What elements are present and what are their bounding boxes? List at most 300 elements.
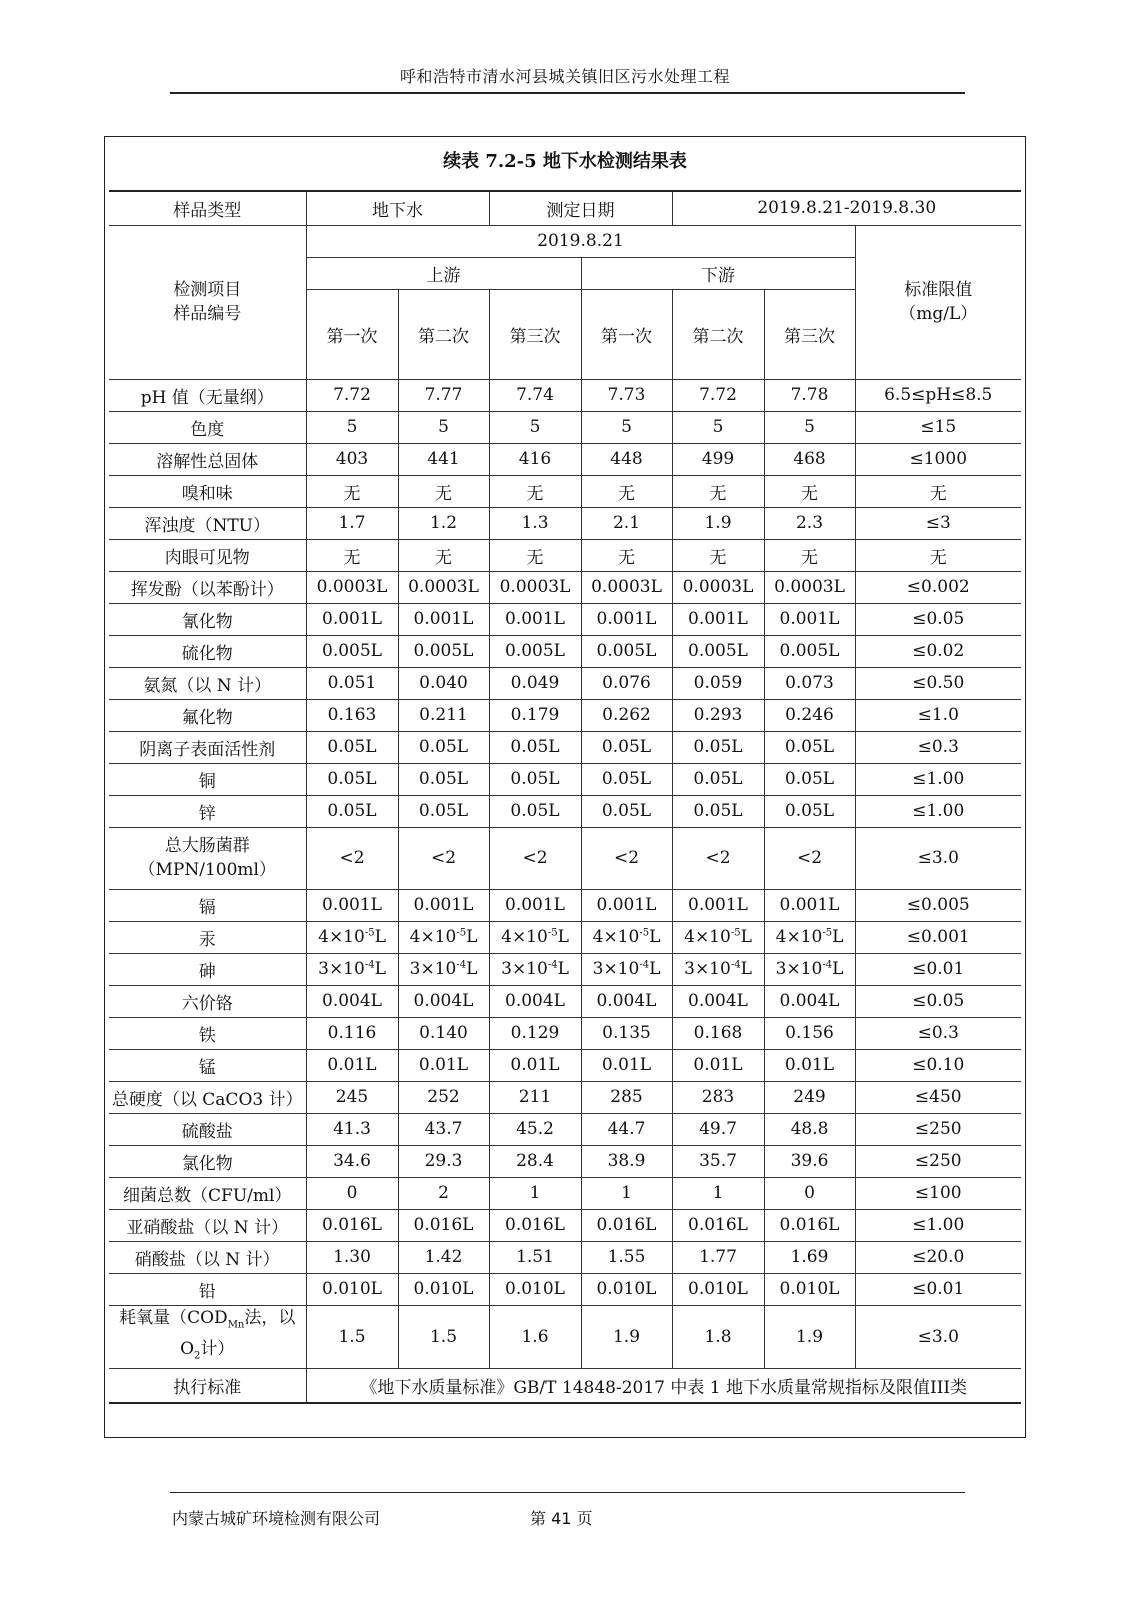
value-cell: 28.4 bbox=[489, 1145, 581, 1177]
value-cell: 0.168 bbox=[672, 1017, 764, 1049]
standard-header-line2: （mg/L） bbox=[899, 304, 978, 324]
value-cell: 0.001L bbox=[489, 603, 581, 635]
value-cell: 0.001L bbox=[672, 889, 764, 921]
value-cell: 0.001L bbox=[581, 889, 672, 921]
value-cell: 0.05L bbox=[581, 731, 672, 763]
value-mantissa: 3×10 bbox=[592, 959, 640, 979]
item-name: 嗅和味 bbox=[109, 475, 306, 507]
value-suffix: L bbox=[740, 959, 752, 979]
value-cell: 无 bbox=[306, 475, 398, 507]
value-cell: 0.0003L bbox=[581, 571, 672, 603]
value-cell: 0.246 bbox=[764, 699, 855, 731]
value-mantissa: 4×10 bbox=[684, 927, 731, 947]
value-cell: 1.5 bbox=[306, 1305, 398, 1369]
table-row bbox=[109, 985, 1021, 1017]
value-cell: 0.001L bbox=[306, 603, 398, 635]
cod-label-d: 计） bbox=[200, 1338, 235, 1359]
item-name: 氯化物 bbox=[109, 1145, 306, 1177]
value-cell: 0.116 bbox=[306, 1017, 398, 1049]
table-row bbox=[109, 889, 1021, 921]
date-label: 测定日期 bbox=[489, 191, 672, 225]
value-cell bbox=[398, 953, 489, 985]
item-name-line2: （MPN/100ml） bbox=[138, 860, 276, 880]
value-cell: 0.140 bbox=[398, 1017, 489, 1049]
value-cell: 0.01L bbox=[398, 1049, 489, 1081]
value-cell: 38.9 bbox=[581, 1145, 672, 1177]
item-header-line1: 检测项目 bbox=[173, 280, 242, 300]
value-cell bbox=[581, 953, 672, 985]
value-cell: 无 bbox=[489, 539, 581, 571]
value-cell: 1.6 bbox=[489, 1305, 581, 1369]
value-cell: 0.05L bbox=[306, 731, 398, 763]
value-cell: 0.0003L bbox=[398, 571, 489, 603]
sample-type-value: 地下水 bbox=[306, 191, 489, 225]
value-exponent: -4 bbox=[822, 959, 833, 971]
value-cell: 468 bbox=[764, 443, 855, 475]
value-cell: 无 bbox=[581, 539, 672, 571]
limit-cell: ≤250 bbox=[855, 1113, 1021, 1145]
value-cell: 无 bbox=[489, 475, 581, 507]
value-cell bbox=[581, 921, 672, 953]
value-cell: 0.01L bbox=[306, 1049, 398, 1081]
limit-cell: ≤0.05 bbox=[855, 603, 1021, 635]
value-cell bbox=[306, 921, 398, 953]
value-cell: 5 bbox=[764, 411, 855, 443]
item-name: 砷 bbox=[109, 953, 306, 985]
value-cell: 29.3 bbox=[398, 1145, 489, 1177]
value-exponent: -4 bbox=[730, 959, 741, 971]
value-cell bbox=[398, 921, 489, 953]
value-cell: 416 bbox=[489, 443, 581, 475]
value-mantissa: 3×10 bbox=[684, 959, 731, 979]
limit-cell: ≤1000 bbox=[855, 443, 1021, 475]
value-cell: 0.05L bbox=[581, 795, 672, 827]
date-value: 2019.8.21-2019.8.30 bbox=[672, 191, 1021, 225]
value-cell: 0.0003L bbox=[306, 571, 398, 603]
value-cell: 无 bbox=[764, 475, 855, 507]
value-cell: 0.076 bbox=[581, 667, 672, 699]
table-title: 续表 7.2-5 地下水检测结果表 bbox=[443, 151, 687, 172]
item-name bbox=[109, 827, 306, 889]
value-cell: 1 bbox=[672, 1177, 764, 1209]
value-suffix: L bbox=[374, 959, 386, 979]
standard-header-line1: 标准限值 bbox=[904, 280, 973, 300]
value-cell: 7.72 bbox=[672, 379, 764, 411]
item-name: 氨氮（以 N 计） bbox=[109, 667, 306, 699]
item-name: 铜 bbox=[109, 763, 306, 795]
table-row bbox=[109, 379, 1021, 411]
standard-row bbox=[109, 1369, 1021, 1403]
value-suffix: L bbox=[557, 927, 569, 947]
table-row bbox=[109, 795, 1021, 827]
footer-company: 内蒙古城矿环境检测有限公司 bbox=[172, 1509, 381, 1528]
value-cell: 1.3 bbox=[489, 507, 581, 539]
limit-cell: ≤0.01 bbox=[855, 1273, 1021, 1305]
value-cell: 1.2 bbox=[398, 507, 489, 539]
value-cell: 0.01L bbox=[489, 1049, 581, 1081]
value-cell: 1.9 bbox=[672, 507, 764, 539]
value-cell: 2.1 bbox=[581, 507, 672, 539]
item-name: 镉 bbox=[109, 889, 306, 921]
item-name: 硫化物 bbox=[109, 635, 306, 667]
value-cell: 1.55 bbox=[581, 1241, 672, 1273]
value-cell: 2 bbox=[398, 1177, 489, 1209]
value-cell: 0.0003L bbox=[764, 571, 855, 603]
value-exponent: -5 bbox=[364, 927, 375, 939]
value-mantissa: 3×10 bbox=[501, 959, 548, 979]
value-cell: 0.05L bbox=[398, 731, 489, 763]
sample-type-label: 样品类型 bbox=[109, 191, 306, 225]
cod-label-sub: Mn bbox=[227, 1318, 245, 1330]
value-cell: 0.016L bbox=[672, 1209, 764, 1241]
item-name: 挥发酚（以苯酚计） bbox=[109, 571, 306, 603]
value-cell: 0.004L bbox=[306, 985, 398, 1017]
limit-cell: ≤1.00 bbox=[855, 763, 1021, 795]
limit-cell: ≤1.00 bbox=[855, 1209, 1021, 1241]
value-cell: 0 bbox=[764, 1177, 855, 1209]
value-cell: 499 bbox=[672, 443, 764, 475]
value-cell: 0.010L bbox=[306, 1273, 398, 1305]
value-cell bbox=[306, 953, 398, 985]
table-row bbox=[109, 571, 1021, 603]
table-row bbox=[109, 921, 1021, 953]
value-suffix: L bbox=[740, 927, 752, 947]
item-name: 色度 bbox=[109, 411, 306, 443]
value-cell: 0.010L bbox=[398, 1273, 489, 1305]
limit-cell: ≤0.3 bbox=[855, 731, 1021, 763]
item-name: 亚硝酸盐（以 N 计） bbox=[109, 1209, 306, 1241]
value-cell: 0.001L bbox=[489, 889, 581, 921]
value-cell: 0.05L bbox=[489, 763, 581, 795]
value-cell: 211 bbox=[489, 1081, 581, 1113]
table-row bbox=[109, 953, 1021, 985]
value-cell: 0.016L bbox=[306, 1209, 398, 1241]
run-header: 第三次 bbox=[764, 289, 855, 379]
table-row bbox=[109, 411, 1021, 443]
item-name: 浑浊度（NTU） bbox=[109, 507, 306, 539]
table-row bbox=[109, 1145, 1021, 1177]
value-cell bbox=[489, 953, 581, 985]
cod-label-c: O bbox=[180, 1338, 195, 1359]
value-exponent: -5 bbox=[730, 927, 741, 939]
value-mantissa: 4×10 bbox=[318, 927, 365, 947]
value-cell: 1.7 bbox=[306, 507, 398, 539]
value-cell: 0.05L bbox=[764, 795, 855, 827]
value-cell: 48.8 bbox=[764, 1113, 855, 1145]
value-suffix: L bbox=[649, 927, 661, 947]
limit-cell: ≤100 bbox=[855, 1177, 1021, 1209]
results-table-container bbox=[109, 190, 1021, 1404]
value-cell: 无 bbox=[398, 539, 489, 571]
value-cell: 45.2 bbox=[489, 1113, 581, 1145]
value-mantissa: 4×10 bbox=[501, 927, 548, 947]
value-mantissa: 4×10 bbox=[592, 927, 640, 947]
table-row bbox=[109, 1209, 1021, 1241]
limit-cell: ≤3.0 bbox=[855, 827, 1021, 889]
value-cell: 0.293 bbox=[672, 699, 764, 731]
value-cell: 无 bbox=[764, 539, 855, 571]
value-cell: 0.05L bbox=[306, 795, 398, 827]
value-exponent: -4 bbox=[364, 959, 375, 971]
limit-cell: 无 bbox=[855, 475, 1021, 507]
value-cell: 0.005L bbox=[581, 635, 672, 667]
item-name: 锰 bbox=[109, 1049, 306, 1081]
value-cell: 无 bbox=[581, 475, 672, 507]
limit-cell: ≤0.02 bbox=[855, 635, 1021, 667]
run-header: 第一次 bbox=[581, 289, 672, 379]
value-cell: 5 bbox=[489, 411, 581, 443]
value-cell: 0.004L bbox=[581, 985, 672, 1017]
value-cell: 无 bbox=[398, 475, 489, 507]
value-cell: 448 bbox=[581, 443, 672, 475]
value-cell: 39.6 bbox=[764, 1145, 855, 1177]
table-row bbox=[109, 1273, 1021, 1305]
value-cell: 0.001L bbox=[764, 603, 855, 635]
value-cell: 0.05L bbox=[764, 731, 855, 763]
table-row bbox=[109, 763, 1021, 795]
value-cell: 0.01L bbox=[764, 1049, 855, 1081]
value-cell bbox=[672, 921, 764, 953]
value-cell: 0.016L bbox=[489, 1209, 581, 1241]
item-header bbox=[109, 225, 306, 379]
value-suffix: L bbox=[557, 959, 569, 979]
footer-page-number: 第 41 页 bbox=[530, 1509, 593, 1528]
limit-cell: ≤0.05 bbox=[855, 985, 1021, 1017]
value-cell bbox=[489, 921, 581, 953]
value-cell: 0.059 bbox=[672, 667, 764, 699]
value-suffix: L bbox=[374, 927, 386, 947]
value-cell: 0.016L bbox=[581, 1209, 672, 1241]
value-mantissa: 4×10 bbox=[409, 927, 457, 947]
value-cell: 0.05L bbox=[764, 763, 855, 795]
value-cell: 0.010L bbox=[672, 1273, 764, 1305]
value-cell: 0.016L bbox=[764, 1209, 855, 1241]
limit-cell: ≤0.3 bbox=[855, 1017, 1021, 1049]
value-cell: 0.051 bbox=[306, 667, 398, 699]
value-cell: <2 bbox=[672, 827, 764, 889]
value-cell: <2 bbox=[489, 827, 581, 889]
value-cell: 0.179 bbox=[489, 699, 581, 731]
table-row bbox=[109, 539, 1021, 571]
value-cell: 44.7 bbox=[581, 1113, 672, 1145]
value-cell: 1.5 bbox=[398, 1305, 489, 1369]
value-cell: 252 bbox=[398, 1081, 489, 1113]
table-row bbox=[109, 731, 1021, 763]
item-name: 氰化物 bbox=[109, 603, 306, 635]
value-cell: 7.73 bbox=[581, 379, 672, 411]
table-row bbox=[109, 1113, 1021, 1145]
downstream-header: 下游 bbox=[581, 257, 855, 289]
item-name: 锌 bbox=[109, 795, 306, 827]
run-header: 第二次 bbox=[672, 289, 764, 379]
item-name bbox=[109, 1305, 306, 1369]
item-name: 铅 bbox=[109, 1273, 306, 1305]
value-cell: 0.004L bbox=[489, 985, 581, 1017]
limit-cell: ≤0.50 bbox=[855, 667, 1021, 699]
item-name: 细菌总数（CFU/ml） bbox=[109, 1177, 306, 1209]
value-exponent: -4 bbox=[456, 959, 467, 971]
value-exponent: -5 bbox=[822, 927, 833, 939]
value-cell: 0.01L bbox=[672, 1049, 764, 1081]
value-cell: 5 bbox=[672, 411, 764, 443]
value-cell: 0.001L bbox=[764, 889, 855, 921]
value-cell: 0.05L bbox=[581, 763, 672, 795]
value-cell: 0.0003L bbox=[672, 571, 764, 603]
sampling-date: 2019.8.21 bbox=[306, 225, 855, 257]
table-row bbox=[109, 827, 1021, 889]
limit-cell: ≤0.10 bbox=[855, 1049, 1021, 1081]
limit-cell: ≤250 bbox=[855, 1145, 1021, 1177]
value-cell: <2 bbox=[764, 827, 855, 889]
table-row bbox=[109, 1049, 1021, 1081]
value-cell: 0.049 bbox=[489, 667, 581, 699]
sample-type-row bbox=[109, 191, 1021, 225]
limit-cell: ≤3.0 bbox=[855, 1305, 1021, 1369]
value-cell: 7.78 bbox=[764, 379, 855, 411]
value-cell: 1.9 bbox=[581, 1305, 672, 1369]
item-name: 硝酸盐（以 N 计） bbox=[109, 1241, 306, 1273]
footer-rule bbox=[170, 1492, 965, 1493]
table-row bbox=[109, 603, 1021, 635]
value-suffix: L bbox=[832, 959, 844, 979]
limit-cell: ≤450 bbox=[855, 1081, 1021, 1113]
limit-cell: ≤1.0 bbox=[855, 699, 1021, 731]
value-exponent: -4 bbox=[639, 959, 650, 971]
value-cell: 7.77 bbox=[398, 379, 489, 411]
item-name: 硫酸盐 bbox=[109, 1113, 306, 1145]
value-cell: 无 bbox=[306, 539, 398, 571]
value-cell: 0.040 bbox=[398, 667, 489, 699]
cod-label-b: 法，以 bbox=[244, 1307, 296, 1328]
value-cell: 249 bbox=[764, 1081, 855, 1113]
header-row-date bbox=[109, 225, 1021, 257]
value-suffix: L bbox=[832, 927, 844, 947]
item-header-line2: 样品编号 bbox=[173, 304, 242, 324]
value-cell: 441 bbox=[398, 443, 489, 475]
value-cell: 0.001L bbox=[398, 603, 489, 635]
value-cell: 0.05L bbox=[398, 763, 489, 795]
standard-label: 执行标准 bbox=[109, 1369, 306, 1403]
run-header: 第二次 bbox=[398, 289, 489, 379]
value-cell: 0.262 bbox=[581, 699, 672, 731]
table-row bbox=[109, 1241, 1021, 1273]
value-cell: 245 bbox=[306, 1081, 398, 1113]
table-row bbox=[109, 1081, 1021, 1113]
value-cell: 2.3 bbox=[764, 507, 855, 539]
table-row bbox=[109, 667, 1021, 699]
value-mantissa: 3×10 bbox=[775, 959, 823, 979]
value-cell bbox=[764, 953, 855, 985]
value-cell: 0.05L bbox=[672, 763, 764, 795]
run-header: 第三次 bbox=[489, 289, 581, 379]
value-cell: <2 bbox=[398, 827, 489, 889]
value-cell: 0.001L bbox=[581, 603, 672, 635]
limit-cell: ≤3 bbox=[855, 507, 1021, 539]
value-cell: 0.005L bbox=[489, 635, 581, 667]
item-name: 溶解性总固体 bbox=[109, 443, 306, 475]
value-cell: 1 bbox=[581, 1177, 672, 1209]
item-name: 氟化物 bbox=[109, 699, 306, 731]
value-cell: 0 bbox=[306, 1177, 398, 1209]
value-cell: 0.156 bbox=[764, 1017, 855, 1049]
value-cell: 0.004L bbox=[398, 985, 489, 1017]
value-cell: 5 bbox=[398, 411, 489, 443]
value-cell: 无 bbox=[672, 539, 764, 571]
value-cell: 0.05L bbox=[398, 795, 489, 827]
run-header: 第一次 bbox=[306, 289, 398, 379]
value-cell: 7.72 bbox=[306, 379, 398, 411]
standard-value: 《地下水质量标准》GB/T 14848-2017 中表 1 地下水质量常规指标及限值III类 bbox=[306, 1369, 1021, 1403]
value-mantissa: 3×10 bbox=[409, 959, 457, 979]
value-suffix: L bbox=[466, 927, 478, 947]
limit-cell: ≤0.005 bbox=[855, 889, 1021, 921]
value-cell: 0.005L bbox=[764, 635, 855, 667]
limit-cell: 无 bbox=[855, 539, 1021, 571]
value-cell: 0.05L bbox=[672, 795, 764, 827]
value-cell: 0.211 bbox=[398, 699, 489, 731]
value-cell: 403 bbox=[306, 443, 398, 475]
item-name-line1: 总大肠菌群 bbox=[164, 836, 250, 856]
limit-cell: ≤0.001 bbox=[855, 921, 1021, 953]
value-cell: 7.74 bbox=[489, 379, 581, 411]
limit-cell: ≤20.0 bbox=[855, 1241, 1021, 1273]
value-cell: 1.51 bbox=[489, 1241, 581, 1273]
value-cell: 0.001L bbox=[672, 603, 764, 635]
value-mantissa: 4×10 bbox=[775, 927, 823, 947]
limit-cell: ≤1.00 bbox=[855, 795, 1021, 827]
value-cell: 0.010L bbox=[489, 1273, 581, 1305]
value-cell: 283 bbox=[672, 1081, 764, 1113]
value-cell: 285 bbox=[581, 1081, 672, 1113]
value-cell: 0.01L bbox=[581, 1049, 672, 1081]
table-row bbox=[109, 1017, 1021, 1049]
standard-header bbox=[855, 225, 1021, 379]
value-cell: 35.7 bbox=[672, 1145, 764, 1177]
value-suffix: L bbox=[466, 959, 478, 979]
item-name: 总硬度（以 CaCO3 计） bbox=[109, 1081, 306, 1113]
value-suffix: L bbox=[649, 959, 661, 979]
value-cell: 1.69 bbox=[764, 1241, 855, 1273]
value-cell: 0.016L bbox=[398, 1209, 489, 1241]
value-cell: 0.004L bbox=[672, 985, 764, 1017]
value-cell: 0.005L bbox=[672, 635, 764, 667]
value-cell: 0.010L bbox=[581, 1273, 672, 1305]
value-cell: 0.010L bbox=[764, 1273, 855, 1305]
item-name: 汞 bbox=[109, 921, 306, 953]
value-cell: 0.05L bbox=[489, 795, 581, 827]
value-cell: 0.005L bbox=[306, 635, 398, 667]
value-cell: 49.7 bbox=[672, 1113, 764, 1145]
value-cell: <2 bbox=[306, 827, 398, 889]
value-cell: 0.05L bbox=[489, 731, 581, 763]
value-cell: 0.05L bbox=[672, 731, 764, 763]
value-cell: 1.30 bbox=[306, 1241, 398, 1273]
value-cell: 0.129 bbox=[489, 1017, 581, 1049]
item-name: 铁 bbox=[109, 1017, 306, 1049]
value-cell: 5 bbox=[306, 411, 398, 443]
value-cell bbox=[672, 953, 764, 985]
value-mantissa: 3×10 bbox=[318, 959, 365, 979]
results-table bbox=[109, 190, 1021, 1404]
item-name: pH 值（无量纲） bbox=[109, 379, 306, 411]
value-cell bbox=[764, 921, 855, 953]
value-cell: 34.6 bbox=[306, 1145, 398, 1177]
value-cell: 1.9 bbox=[764, 1305, 855, 1369]
item-name: 六价铬 bbox=[109, 985, 306, 1017]
item-name: 肉眼可见物 bbox=[109, 539, 306, 571]
value-cell: 1.42 bbox=[398, 1241, 489, 1273]
value-exponent: -4 bbox=[547, 959, 558, 971]
